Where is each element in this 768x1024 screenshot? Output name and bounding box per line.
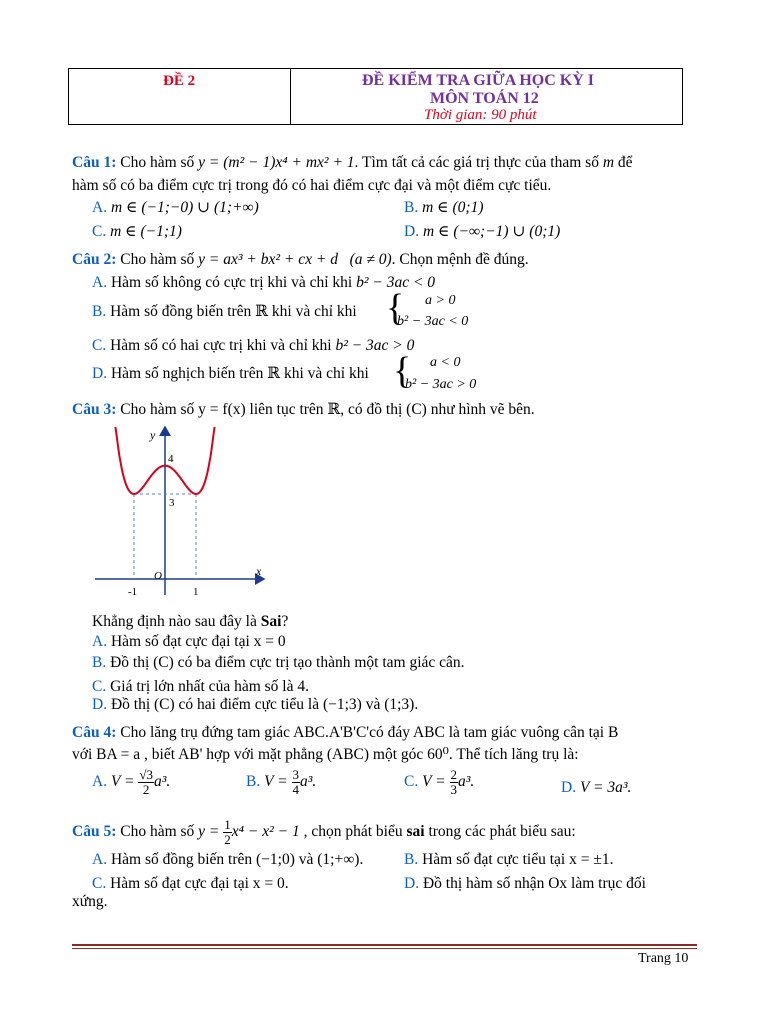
q3-text: Cho hàm số y = f(x) liên tục trên ℝ, có đồ thị (C) như hình vẽ bên.: [120, 401, 535, 418]
q2-option-c-letter: C.: [92, 337, 107, 354]
q2-option-d[interactable]: [92, 364, 369, 383]
exam-code: ĐỀ 2: [163, 73, 196, 89]
q4-option-a-pre: V =: [110, 773, 135, 791]
q5-option-a-text: Hàm số đồng biến trên (−1;0) và (1;+∞).: [110, 851, 364, 868]
q4-option-a-letter: A.: [92, 773, 108, 791]
q5-option-a-letter: A.: [92, 851, 108, 868]
q3-option-c-letter: C.: [92, 678, 107, 695]
q3-y-label: y: [150, 428, 156, 442]
q1-label: Câu 1:: [72, 154, 117, 171]
q4-option-a-den: 2: [142, 782, 150, 797]
q5-option-c[interactable]: [92, 874, 289, 893]
q5-f-pre: y =: [198, 823, 220, 841]
q1-option-a[interactable]: [92, 198, 259, 217]
q2-option-d-sys2: b² − 3ac > 0: [405, 377, 477, 392]
q4-option-c-frac: [450, 768, 459, 797]
exam-subject: MÔN TOÁN 12: [430, 90, 539, 107]
q4-option-c[interactable]: [404, 768, 474, 797]
q3-x-label: x: [256, 564, 262, 578]
q4-option-c-letter: C.: [404, 773, 419, 791]
q4-option-a-post: a³.: [154, 773, 171, 791]
q4-option-a-frac: [138, 768, 154, 797]
q1-option-d-letter: D.: [404, 223, 420, 240]
q5-option-b[interactable]: [404, 850, 613, 869]
q1-option-a-text: m ∈ (−1;−0) ∪ (1;+∞): [110, 199, 259, 216]
q5-line1: [72, 818, 576, 847]
q3-tick-xm1: -1: [128, 586, 138, 598]
q3-option-c[interactable]: [92, 677, 309, 696]
q2-text-b: . Chọn mệnh đề đúng.: [391, 251, 529, 268]
q5-option-c-text: Hàm số đạt cực đại tại x = 0.: [110, 875, 289, 892]
q5-text-bold: sai: [406, 823, 425, 841]
q2-option-d-text: Hàm số nghịch biến trên ℝ khi và chỉ khi: [110, 365, 369, 382]
footer-rule: [72, 944, 697, 946]
q3-tick-y3: 3: [169, 497, 175, 509]
q3-option-d[interactable]: [92, 695, 418, 714]
q2-option-b-sys1: a > 0: [425, 293, 456, 308]
q3-option-a-text: Hàm số đạt cực đại tại x = 0: [110, 633, 286, 650]
q4-option-c-den: 3: [450, 782, 457, 797]
q3-line1: [72, 400, 535, 419]
q3-option-c-text: Giá trị lớn nhất của hàm số là 4.: [110, 678, 309, 695]
q3-option-b-letter: B.: [92, 654, 107, 671]
q3-question: [92, 612, 288, 631]
q4-option-a[interactable]: [92, 768, 170, 797]
q1-option-b-letter: B.: [404, 199, 419, 216]
q4-option-b-frac: [292, 768, 301, 797]
q5-label: Câu 5:: [72, 823, 117, 841]
q3-option-d-text: Đồ thị (C) có hai điểm cực tiểu là (−1;3) và (1;3).: [110, 696, 419, 713]
q5-text-b: , chọn phát biểu: [303, 823, 403, 841]
q3-question-end: ?: [281, 613, 289, 630]
q4-option-b-pre: V =: [264, 773, 288, 791]
q5-option-c-letter: C.: [92, 875, 107, 892]
q3-label: Câu 3:: [72, 401, 117, 418]
q2-formula: y = ax³ + bx² + cx + d: [198, 251, 338, 268]
q3-tick-y4: 4: [168, 453, 174, 465]
q5-option-d-text: Đồ thị hàm số nhận Ox làm trục đối: [422, 875, 646, 892]
q4-option-b-den: 4: [292, 782, 299, 797]
page-number: Trang 10: [638, 951, 689, 966]
q3-question-text: Khẳng định nào sau đây là: [92, 613, 257, 630]
q4-option-d-text: V = 3a³.: [579, 779, 632, 796]
q2-option-b-letter: B.: [92, 303, 107, 320]
q2-line1: [72, 250, 529, 269]
q4-line2: với BA = a , biết AB' hợp với mặt phẳng (ABC) một góc 60⁰. Thể tích lăng trụ là:: [72, 746, 579, 763]
q2-option-a-text: Hàm số không có cực trị khi và chỉ khi: [110, 274, 353, 291]
q1-option-d-text: m ∈ (−∞;−1) ∪ (0;1): [422, 223, 561, 240]
q2-option-c-math: b² − 3ac > 0: [335, 337, 415, 354]
q1-formula: y = (m² − 1)x⁴ + mx² + 1: [198, 154, 355, 171]
q1-param: m: [602, 154, 615, 171]
q5-option-a[interactable]: [92, 850, 363, 869]
q2-option-c[interactable]: [92, 336, 414, 355]
q1-option-a-letter: A.: [92, 199, 108, 216]
q1-text-a: Cho hàm số: [120, 154, 195, 171]
q5-f-den: 2: [224, 832, 231, 847]
q1-line1: [72, 153, 633, 172]
q2-label: Câu 2:: [72, 251, 117, 268]
q3-option-a-letter: A.: [92, 633, 108, 650]
q2-option-b-text: Hàm số đồng biến trên ℝ khi và chỉ khi: [110, 303, 357, 320]
q4-line1-text: Cho lăng trụ đứng tam giác ABC.A'B'C'có đáy ABC là tam giác vuông cân tại B: [120, 724, 619, 741]
q3-question-bold: Sai: [260, 613, 282, 630]
header-divider: [290, 68, 291, 125]
q2-text-a: Cho hàm số: [120, 251, 195, 268]
q3-tick-x1: 1: [193, 586, 199, 598]
q2-option-d-letter: D.: [92, 365, 108, 382]
q1-option-d[interactable]: [404, 222, 560, 241]
q4-option-c-post: a³.: [458, 773, 475, 791]
q1-line2: hàm số có ba điểm cực trị trong đó có hai điểm cực đại và một điểm cực tiểu.: [72, 177, 552, 194]
q2-option-a-letter: A.: [92, 274, 108, 291]
q5-frac: [223, 818, 232, 847]
q4-option-b-num: 3: [292, 767, 299, 782]
exam-title: ĐỀ KIỂM TRA GIỮA HỌC KỲ I: [362, 72, 595, 89]
q3-graph: [92, 425, 282, 600]
q5-option-d-cont: xứng.: [72, 893, 108, 910]
q1-option-b-text: m ∈ (0;1): [422, 199, 484, 216]
q3-option-a[interactable]: [92, 632, 286, 651]
q4-line1: [72, 723, 618, 742]
q5-text-a: Cho hàm số: [120, 823, 195, 841]
q2-option-a-math: b² − 3ac < 0: [356, 274, 436, 291]
q1-text-b: . Tìm tất cả các giá trị thực của tham số: [354, 154, 599, 171]
q4-label: Câu 4:: [72, 724, 117, 741]
q1-option-c-text: m ∈ (−1;1): [110, 223, 182, 240]
q4-option-d-letter: D.: [561, 779, 577, 796]
q4-option-c-num: 2: [450, 767, 457, 782]
q5-option-b-text: Hàm số đạt cực tiểu tại x = ±1.: [422, 851, 614, 868]
q2-option-b[interactable]: [92, 302, 357, 321]
q2-option-d-sys1: a < 0: [430, 355, 461, 370]
q3-option-b-text: Đồ thị (C) có ba điểm cực trị tạo thành một tam giác cân.: [110, 654, 465, 671]
q3-option-d-letter: D.: [92, 696, 108, 713]
q1-text-c: để: [617, 154, 633, 171]
q4-option-d[interactable]: [561, 778, 631, 797]
q5-f-post: x⁴ − x² − 1: [231, 823, 300, 841]
q1-option-c-letter: C.: [92, 223, 107, 240]
q4-option-c-pre: V =: [422, 773, 446, 791]
footer-rule-thin: [72, 948, 697, 949]
exam-time: Thời gian: 90 phút: [424, 107, 537, 123]
q5-option-d-letter: D.: [404, 875, 420, 892]
q5-text-c: trong các phát biểu sau:: [428, 823, 576, 841]
q4-option-a-num: √3: [139, 767, 153, 782]
q2-option-b-brace: {: [386, 287, 405, 329]
q1-option-c[interactable]: [92, 222, 182, 241]
q4-option-b-post: a³.: [300, 773, 317, 791]
q5-f-num: 1: [224, 817, 231, 832]
q2-option-b-sys2: b² − 3ac < 0: [397, 314, 469, 329]
q4-option-b-letter: B.: [246, 773, 261, 791]
q2-cond: (a ≠ 0): [349, 251, 392, 268]
q3-origin-label: O: [154, 570, 162, 582]
q2-option-d-brace: {: [393, 350, 412, 392]
q4-option-b[interactable]: [246, 768, 316, 797]
q2-option-c-text: Hàm số có hai cực trị khi và chỉ khi: [110, 337, 332, 354]
q5-option-d[interactable]: [404, 874, 646, 893]
q3-option-b[interactable]: [92, 653, 465, 672]
q2-option-a[interactable]: [92, 273, 435, 292]
q1-option-b[interactable]: [404, 198, 484, 217]
q5-option-b-letter: B.: [404, 851, 419, 868]
